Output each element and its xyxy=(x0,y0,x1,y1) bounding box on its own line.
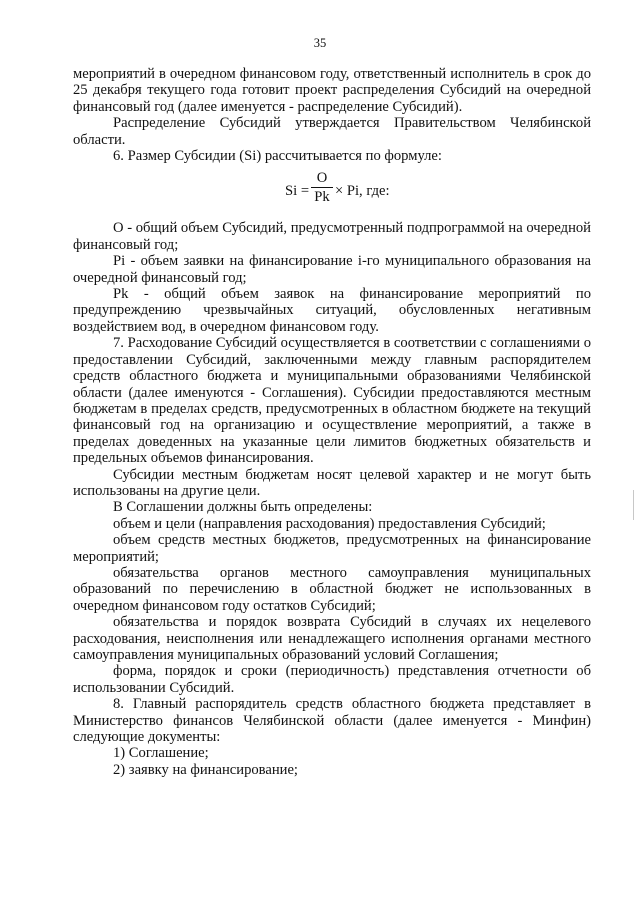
document-body xyxy=(73,66,591,778)
paragraph: Распределение Субсидий утверждается Правительством Челябинской области. xyxy=(73,115,591,148)
list-item: 1) Соглашение; xyxy=(113,745,209,762)
subsidy-formula xyxy=(73,170,591,218)
paragraph: 7. Расходование Субсидий осуществляется в соответствии с соглашениями о предоставлении Субсидий, заключенными между главным распорядителем средств областного бюджета и муниципальными образованиями Челябинской области (далее именуются - Соглашения). Субсидии предоставляются местным бюджетам в пределах средств, предусмотренных в областном бюджете на текущий финансовый год на организацию и осуществление мероприятий, а также в пределах доведенных на указанные цели лимитов бюджетных обязательств и предельных объемов финансирования. xyxy=(73,335,591,467)
paragraph: объем средств местных бюджетов, предусмотренных на финансирование мероприятий; xyxy=(73,532,591,565)
paragraph: объем и цели (направления расходования) предоставления Субсидий; xyxy=(113,515,546,532)
paragraph: В Соглашении должны быть определены: xyxy=(113,499,373,516)
formula-rhs: × Pi, где: xyxy=(335,183,390,200)
paragraph: обязательства и порядок возврата Субсидий в случаях их нецелевого расходования, неисполнения или ненадлежащего исполнения органами местного самоуправления муниципальных образований условий Соглашения; xyxy=(73,614,591,663)
paragraph: обязательства органов местного самоуправления муниципальных образований по перечислению в областной бюджет не использованных в очередном финансовом году остатков Субсидий; xyxy=(73,564,591,614)
paragraph: O - общий объем Субсидий, предусмотренный подпрограммой на очередной финансовый год; xyxy=(73,220,591,253)
formula-fraction xyxy=(311,170,333,206)
scan-edge-mark xyxy=(633,490,634,520)
list-item: 2) заявку на финансирование; xyxy=(113,761,298,778)
paragraph: мероприятий в очередном финансовом году, ответственный исполнитель в срок до 25 декабря текущего года готовит проект распределения Субсидий на очередной финансовый год (далее именуется - распределение Субсидий). xyxy=(73,66,591,115)
paragraph: 8. Главный распорядитель средств областного бюджета представляет в Министерство финансов Челябинской области (далее именуется - Минфин) следующие документы: xyxy=(73,696,591,746)
paragraph: 6. Размер Субсидии (Si) рассчитывается по формуле: xyxy=(113,148,442,165)
paragraph: Субсидии местным бюджетам носят целевой характер и не могут быть использованы на другие цели. xyxy=(73,466,591,499)
page-number: 35 xyxy=(313,36,327,50)
paragraph: Pk - общий объем заявок на финансирование мероприятий по предупреждению чрезвычайных ситуаций, обусловленных негативным воздействием вод, в очередном финансовом году. xyxy=(73,286,591,335)
paragraph: Pi - объем заявки на финансирование i-го муниципального образования на очередной финансовый год; xyxy=(73,253,591,286)
formula-numerator: O xyxy=(311,170,333,188)
formula-denominator: Pk xyxy=(314,189,330,206)
formula-lhs: Si = xyxy=(285,183,310,200)
paragraph: форма, порядок и сроки (периодичность) представления отчетности об использовании Субсидий. xyxy=(73,663,591,696)
